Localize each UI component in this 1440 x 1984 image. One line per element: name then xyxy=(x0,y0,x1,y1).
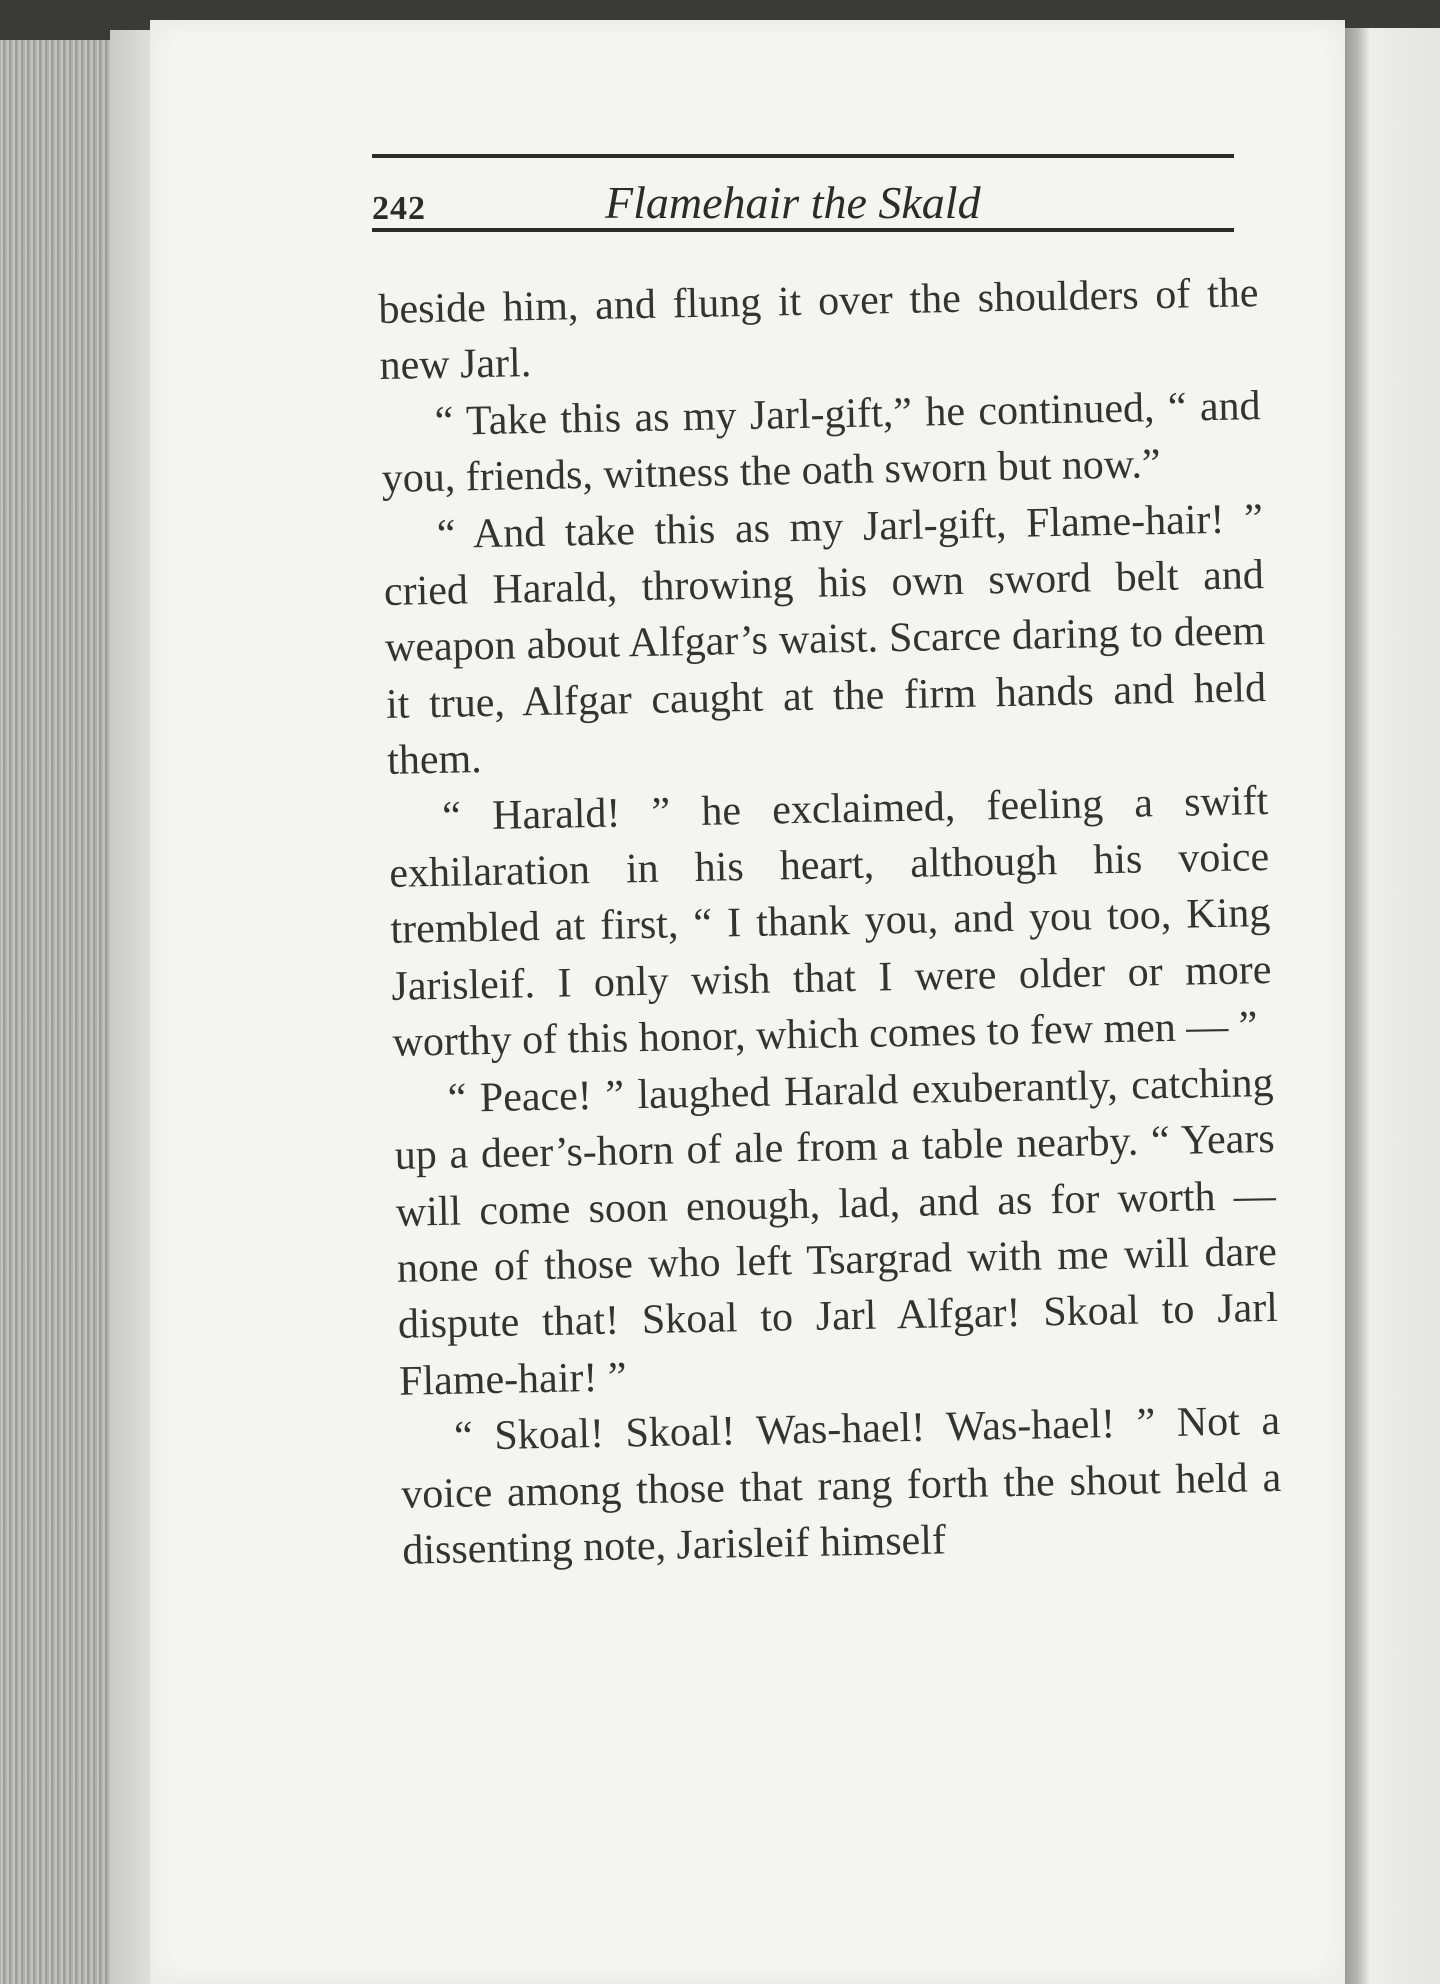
facing-page-edge xyxy=(1340,28,1440,1984)
paragraph: “ Harald! ” he exclaimed, feeling a swift exhilaration in his heart, although his voice trembled at first, “ I thank you, and you too, King Jarisleif. I only wish that I were older or more worthy of this honor, which comes to few men — ” xyxy=(388,777,1272,1067)
paragraph: “ Skoal! Skoal! Was-hael! Was-hael! ” Not a voice among those that rang forth the shout held a dissenting note, Jarisleif himself xyxy=(400,1398,1282,1574)
paragraph: “ Take this as my Jarl-gift,” he continued, “ and you, friends, witness the oath sworn but now.” xyxy=(381,382,1261,503)
page-number: 242 xyxy=(372,190,426,227)
header-rule-top xyxy=(372,154,1234,158)
paragraph: “ Peace! ” laughed Harald exuberantly, catching up a deer’s-horn of ale from a table nearby. “ Years will come soon enough, lad, and as for worth — none of those who left Tsargrad with me will dare dispute that! Skoal to Jarl Alfgar! Skoal to Jarl Flame-hair! ” xyxy=(394,1059,1279,1405)
running-title: Flamehair the Skald xyxy=(605,177,981,228)
header-rule-bottom xyxy=(372,228,1234,232)
paragraph: “ And take this as my Jarl-gift, Flame-hair! ” cried Harald, throwing his own sword belt and weapon about Alfgar’s waist. Scarce daring to deem it true, Alfgar caught at the firm hands and held them. xyxy=(383,495,1267,785)
body-text xyxy=(378,265,1283,1579)
paragraph: beside him, and flung it over the shoulders of the new Jarl. xyxy=(378,270,1259,390)
